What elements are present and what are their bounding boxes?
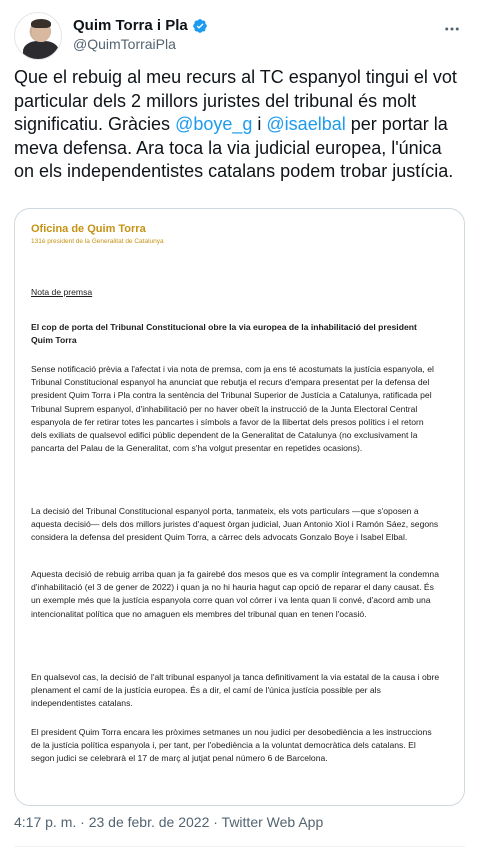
tweet-text — [14, 66, 465, 184]
tweet-text-part: Que el rebuig al meu recurs al TC espanyol tingui el vot particular dels 2 millors juristes del tribunal és molt significatiu. Gràcies — [14, 67, 457, 135]
more-options-icon[interactable] — [439, 16, 465, 42]
office-subtitle: 131è president de la Generalitat de Catalunya — [31, 238, 164, 245]
document-title: El cop de porta del Tribunal Constitucional obre la via europea de la inhabilitació del president Quim Torra — [31, 322, 417, 345]
press-release-document — [31, 223, 451, 764]
tweet-timestamp[interactable]: 4:17 p. m. · 23 de febr. de 2022 · Twitter Web App — [14, 814, 324, 830]
mention-link[interactable]: @isaelbal — [266, 114, 346, 135]
author-display-name[interactable]: Quim Torra i Pla — [73, 17, 188, 34]
tweet-text-part: per portar la meva defensa. Ara toca la via judicial europea, l'única on els independentistes catalans podem trobar justícia. — [14, 114, 454, 182]
divider — [14, 846, 465, 847]
office-name: Oficina de Quim Torra — [31, 223, 146, 235]
avatar[interactable] — [14, 12, 62, 60]
author-names — [73, 16, 208, 54]
author-display-name-row[interactable] — [73, 16, 208, 35]
verified-badge-icon — [192, 18, 208, 34]
document-label: Nota de premsa — [31, 287, 93, 297]
document-paragraph: El president Quim Torra encara les pròximes setmanes un nou judici per desobediència a les instruccions de la justícia política espanyola i, per tant, per l'obediència a la voluntat democràtica dels catalans. El segon judici se celebrarà el 17 de març al jutjat penal número 6 de Barcelona. — [31, 727, 432, 764]
document-paragraph: La decisió del Tribunal Constitucional espanyol porta, tanmateix, els vots particulars —que s'oposen a aquesta decisió— dels dos millors juristes d'aquest òrgan judicial, Juan Antonio Xiol i Ramón Sáez, segons considera la defensa del president Quim Torra, a càrrec dels advocats Gonzalo Boye i Isabel Elbal. — [31, 506, 439, 543]
document-paragraph: Sense notificació prèvia a l'afectat i via nota de premsa, com ja ens té acostumats la justícia espanyola, el Tribunal Constitucional espanyol ha anunciat que rebutja el recurs d'empara presentat per la defensa del president Quim Torra i Pla contra la sentència del Tribunal Superior de Justícia a Catalunya, ratificada pel Tribunal Suprem espanyol, d'inhabilitació per no haver obeït la instrucció de la Junta Electoral Central espanyola de fer retirar totes les pancartes i símbols a favor de la llibertat dels presos polítics i el retorn dels exiliats de qualsevol edifici públic dependent de la Generalitat de Catalunya (no exclusivament la pancarta del Palau de la Generalitat, com s'ha volgut presentar en repetides ocasions). — [31, 364, 434, 454]
author-handle[interactable]: @QuimTorraiPla — [73, 36, 176, 52]
mention-link[interactable]: @boye_g — [175, 114, 253, 135]
tweet-media-image[interactable] — [14, 208, 465, 806]
document-paragraph: Aquesta decisió de rebuig arriba quan ja fa gairebé dos mesos que es va complir íntegrament la condemna d'inhabilitació (el 3 de gener de 2022) i quan ja no hi hauria hagut cap opció de reparar el dany causat. És un exemple més que la justícia espanyola corre quan vol córrer i va lenta quan li convé, d'acord amb una intencionalitat política que no amaguen els membres del tribunal quan en tenen l'ocasió. — [31, 569, 439, 619]
tweet-text-part: i — [252, 114, 267, 135]
document-paragraph: En qualsevol cas, la decisió de l'alt tribunal espanyol ja tanca definitivament la via estatal de la causa i obre plenament el camí de la justícia europea. És a dir, el camí de l'única justícia possible per als independentistes catalans. — [31, 672, 440, 709]
tweet-header — [14, 12, 465, 62]
